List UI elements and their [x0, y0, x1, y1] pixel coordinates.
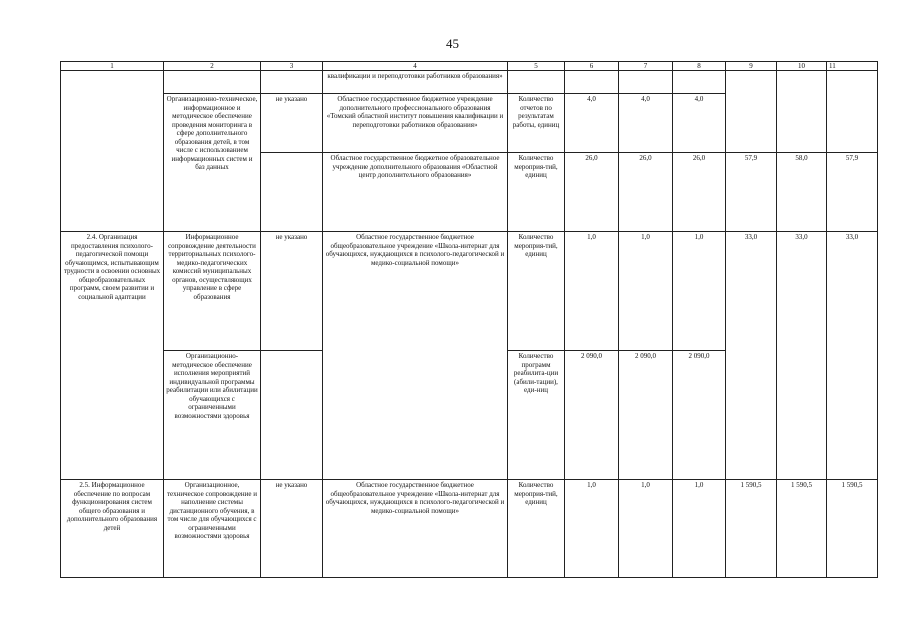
cell-value: 26,0: [619, 153, 673, 232]
column-number: 8: [673, 62, 726, 71]
cell-task: 2.5. Информационное обеспечение по вопросам функционирования систем общего образования и дополнительного образования детей: [61, 480, 164, 578]
cell-empty: [261, 351, 323, 480]
cell-empty: [164, 71, 261, 94]
table-row: [61, 71, 878, 94]
cell-executor: квалификации и переподготовки работников образования»: [323, 71, 508, 94]
cell-value: 1,0: [565, 232, 619, 351]
cell-empty: [508, 71, 565, 94]
cell-value: 1 590,5: [777, 480, 827, 578]
cell-value: 2 090,0: [565, 351, 619, 480]
cell-value: 1 590,5: [726, 480, 777, 578]
cell-task: 2.4. Организация предоставления психолого-педагогической помощи обучающимся, испытывающим трудности в освоении основных общеобразовательных программ, своем развитии и социальной адаптации: [61, 232, 164, 480]
cell-executor: Областное государственное бюджетное общеобразовательное учреждение «Школа-интернат для обучающихся, нуждающихся в психолого-педагогической и медико-социальной помощи»: [323, 480, 508, 578]
cell-indicator: Количество мероприя-тий, единиц: [508, 153, 565, 232]
cell-value: 1,0: [673, 232, 726, 351]
cell-value: 57,9: [726, 153, 777, 232]
cell-legal-basis: не указано: [261, 94, 323, 153]
column-number: 10: [777, 62, 827, 71]
cell-empty: [726, 71, 777, 153]
cell-activity: Организационно-методическое обеспечение исполнения мероприятий индивидуальной программы реабилитации или абилитации обучающихся с ограниченными возможностями здоровья: [164, 351, 261, 480]
cell-value: 1,0: [673, 480, 726, 578]
cell-empty: [777, 71, 827, 153]
cell-value: 1,0: [565, 480, 619, 578]
cell-legal-basis: не указано: [261, 480, 323, 578]
page-number: 45: [446, 36, 459, 51]
cell-task-empty: [61, 71, 164, 232]
cell-value: 4,0: [673, 94, 726, 153]
column-number: 5: [508, 62, 565, 71]
column-number: 11: [827, 62, 878, 71]
cell-indicator: Количество программ реабилита-ции (абили-тации), еди-ниц: [508, 351, 565, 480]
cell-value: 33,0: [777, 232, 827, 480]
column-number: 1: [61, 62, 164, 71]
program-table: [60, 61, 878, 578]
column-number: 6: [565, 62, 619, 71]
cell-empty: [673, 71, 726, 94]
cell-value: 1,0: [619, 232, 673, 351]
cell-empty: [261, 153, 323, 232]
cell-empty: [261, 71, 323, 94]
cell-activity: Информационное сопровождение деятельности территориальных психолого-медико-педагогических комиссий муниципальных органов, осуществляющих управление в сфере образования: [164, 232, 261, 351]
table-row: [61, 480, 878, 578]
cell-empty: [619, 71, 673, 94]
cell-value: 57,9: [827, 153, 878, 232]
cell-value: 1,0: [619, 480, 673, 578]
table-row: [61, 232, 878, 351]
cell-indicator: Количество мероприя-тий, единиц: [508, 480, 565, 578]
cell-indicator: Количество отчетов по результатам работы, единиц: [508, 94, 565, 153]
cell-empty: [827, 71, 878, 153]
cell-executor: Областное государственное бюджетное учреждение дополнительного профессионального образования «Томский областной институт повышения квалификации и переподготовки работников образования»: [323, 94, 508, 153]
cell-value: 58,0: [777, 153, 827, 232]
cell-value: 1 590,5: [827, 480, 878, 578]
cell-value: 4,0: [619, 94, 673, 153]
cell-value: 26,0: [673, 153, 726, 232]
column-number: 9: [726, 62, 777, 71]
cell-value: 2 090,0: [673, 351, 726, 480]
cell-legal-basis: не указано: [261, 232, 323, 351]
cell-empty: [565, 71, 619, 94]
cell-activity: Организационное, техническое сопровождение и наполнение системы дистанционного обучения, в том числе для обучающихся с ограниченными возможностями здоровья: [164, 480, 261, 578]
column-number-row: [61, 62, 878, 71]
column-number: 7: [619, 62, 673, 71]
column-number: 2: [164, 62, 261, 71]
cell-activity: Организационно-техническое, информационное и методическое обеспечение проведения мониторинга в сфере дополнительного образования детей, в том числе с использованием информационных систем и баз данных: [164, 94, 261, 232]
cell-value: 2 090,0: [619, 351, 673, 480]
column-number: 4: [323, 62, 508, 71]
cell-executor: Областное государственное бюджетное образовательное учреждение дополнительного образования «Областной центр дополнительного образования»: [323, 153, 508, 232]
cell-value: 4,0: [565, 94, 619, 153]
cell-value: 33,0: [827, 232, 878, 480]
cell-indicator: Количество мероприя-тий, единиц: [508, 232, 565, 351]
cell-value: 26,0: [565, 153, 619, 232]
column-number: 3: [261, 62, 323, 71]
cell-executor: Областное государственное бюджетное общеобразовательное учреждение «Школа-интернат для обучающихся, нуждающихся в психолого-педагогической и медико-социальной помощи»: [323, 232, 508, 480]
cell-value: 33,0: [726, 232, 777, 480]
